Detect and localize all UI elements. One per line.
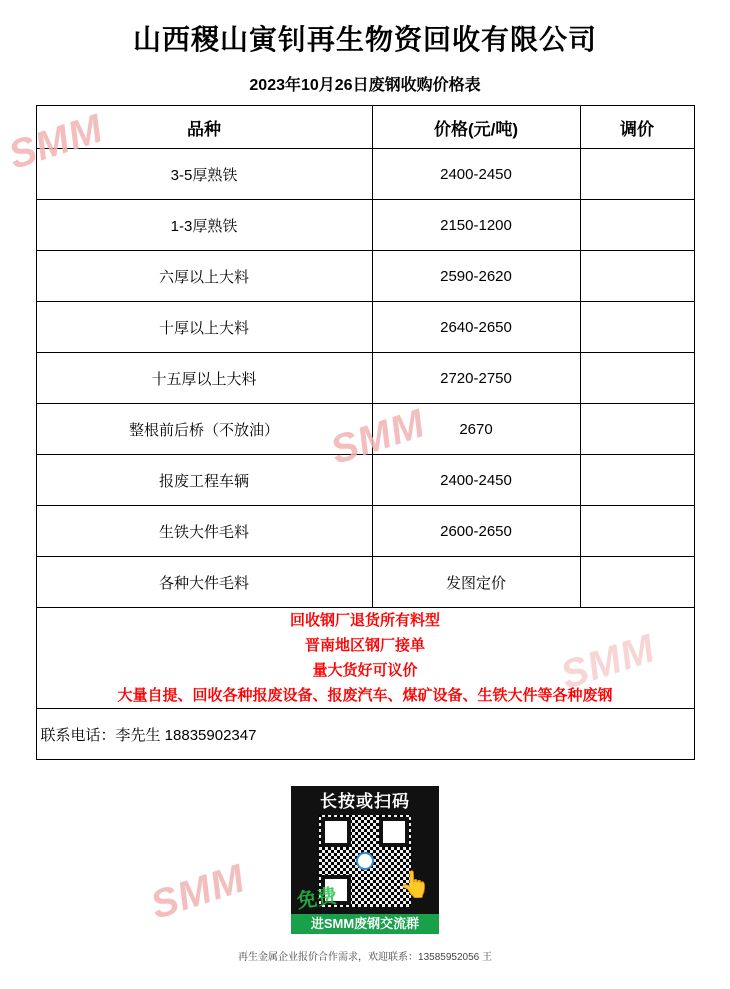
price-table xyxy=(36,105,695,760)
table-header-row xyxy=(36,106,694,149)
table-row xyxy=(36,404,694,455)
watermark-smm: SMM xyxy=(325,401,431,473)
table-row xyxy=(36,251,694,302)
cell-price: 发图定价 xyxy=(372,557,580,608)
cell-variety: 十厚以上大料 xyxy=(36,302,372,353)
cell-adjust xyxy=(580,251,694,302)
watermark-smm: SMM xyxy=(555,626,661,698)
page-subtitle: 2023年10月26日废钢收购价格表 xyxy=(249,77,481,94)
cell-variety: 3-5厚熟铁 xyxy=(36,149,372,200)
cell-variety: 十五厚以上大料 xyxy=(36,353,372,404)
cell-price: 2670 xyxy=(372,404,580,455)
cell-variety: 整根前后桥（不放油） xyxy=(36,404,372,455)
table-row xyxy=(36,149,694,200)
cell-adjust xyxy=(580,506,694,557)
table-row xyxy=(36,506,694,557)
qr-center-logo-icon xyxy=(356,852,374,870)
cell-adjust xyxy=(580,353,694,404)
cell-adjust xyxy=(580,404,694,455)
notes-cell xyxy=(36,608,694,709)
cell-variety: 各种大件毛料 xyxy=(36,557,372,608)
table-row xyxy=(36,353,694,404)
cell-variety: 报废工程车辆 xyxy=(36,455,372,506)
page-title: 山西稷山寅钊再生物资回收有限公司 xyxy=(132,24,597,55)
cell-price: 2590-2620 xyxy=(372,251,580,302)
watermark-smm: SMM xyxy=(3,106,109,178)
cell-adjust xyxy=(580,302,694,353)
notes-row xyxy=(36,608,694,709)
note-line: 大量自提、回收各种报废设备、报废汽车、煤矿设备、生铁大件等各种废钢 xyxy=(117,687,613,704)
table-row xyxy=(36,455,694,506)
table-row xyxy=(36,200,694,251)
column-header-price: 价格(元/吨) xyxy=(372,106,580,149)
cell-price: 2600-2650 xyxy=(372,506,580,557)
table-row xyxy=(36,302,694,353)
column-header-variety: 品种 xyxy=(36,106,372,149)
hand-pointer-icon: 👆 xyxy=(398,869,431,899)
note-line: 回收钢厂退货所有料型 xyxy=(289,612,440,629)
cell-price: 2150-1200 xyxy=(372,200,580,251)
table-row xyxy=(36,557,694,608)
column-header-adjust: 调价 xyxy=(580,106,694,149)
contact-phone: 联系电话：李先生 18835902347 xyxy=(36,709,694,760)
qr-card[interactable] xyxy=(291,786,439,934)
cell-adjust xyxy=(580,455,694,506)
cell-adjust xyxy=(580,557,694,608)
qr-heading: 长按或扫码 xyxy=(320,792,410,811)
cell-price: 2400-2450 xyxy=(372,149,580,200)
cell-variety: 1-3厚熟铁 xyxy=(36,200,372,251)
qr-footer-label: 进SMM废钢交流群 xyxy=(291,914,439,934)
cell-price: 2640-2650 xyxy=(372,302,580,353)
qr-code-block[interactable] xyxy=(291,786,439,934)
note-line: 晋南地区钢厂接单 xyxy=(304,637,425,654)
footer-note: 再生金属企业报价合作需求，欢迎联系：13585952056 王 xyxy=(238,952,492,963)
cell-variety: 生铁大件毛料 xyxy=(36,506,372,557)
watermark-smm: SMM xyxy=(145,856,251,928)
cell-adjust xyxy=(580,149,694,200)
cell-price: 2720-2750 xyxy=(372,353,580,404)
cell-adjust xyxy=(580,200,694,251)
cell-variety: 六厚以上大料 xyxy=(36,251,372,302)
cell-price: 2400-2450 xyxy=(372,455,580,506)
note-line: 量大货好可议价 xyxy=(312,662,418,679)
contact-row xyxy=(36,709,694,760)
qr-overlay-text: 免费 xyxy=(295,885,339,913)
